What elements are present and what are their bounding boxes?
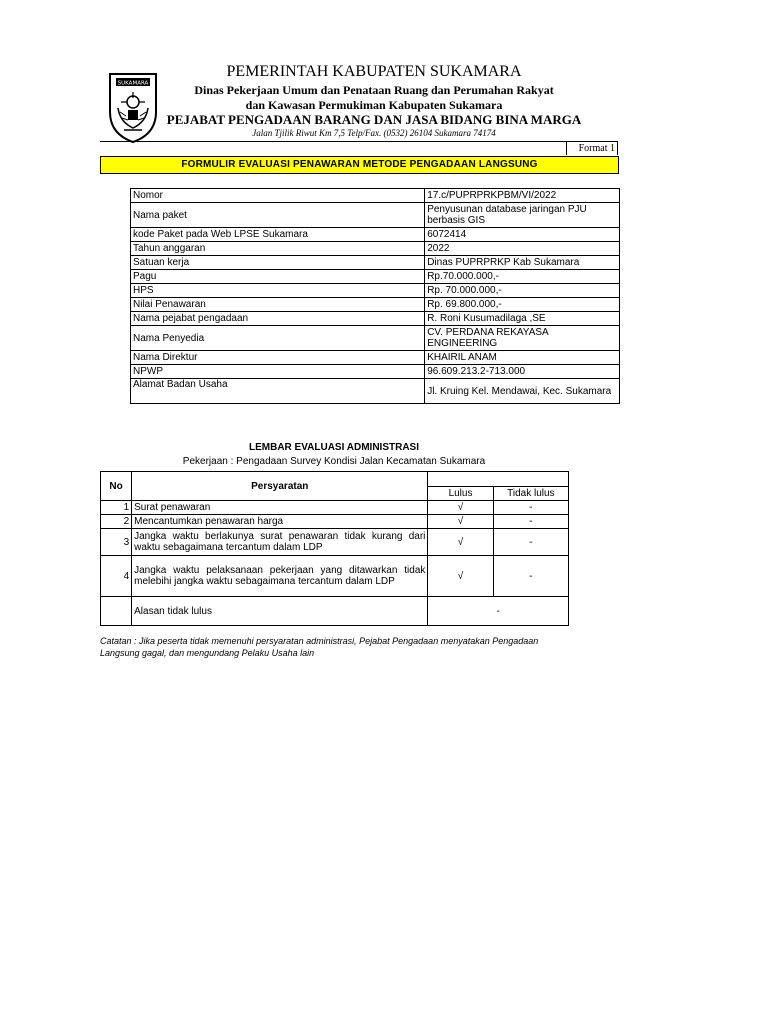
form-title: FORMULIR EVALUASI PENAWARAN METODE PENGADAAN LANGSUNG — [100, 156, 619, 174]
table-row — [101, 556, 569, 597]
row-fail-mark: - — [493, 515, 568, 529]
info-value: 6072414 — [425, 228, 620, 242]
header-row — [101, 472, 569, 487]
info-label: Alamat Badan Usaha — [131, 379, 425, 404]
info-row — [131, 326, 620, 351]
info-value: Rp.70.000.000,- — [425, 270, 620, 284]
letterhead-divider — [100, 141, 566, 142]
info-value: Jl. Kruing Kel. Mendawai, Kec. Sukamara — [425, 379, 620, 404]
row-requirement: Mencantumkan penawaran harga — [132, 515, 428, 529]
office-address: Jalan Tjilik Riwut Km 7,5 Telp/Fax. (0532) 26104 Sukamara 74174 — [252, 128, 496, 138]
info-label: NPWP — [131, 365, 425, 379]
info-row — [131, 298, 620, 312]
info-row — [131, 312, 620, 326]
info-label: Nomor — [131, 189, 425, 203]
package-info-table — [130, 188, 620, 404]
reason-row — [101, 597, 569, 626]
row-number: 3 — [101, 529, 132, 556]
row-number: 4 — [101, 556, 132, 597]
info-value: 96.609.213.2-713.000 — [425, 365, 620, 379]
administrative-evaluation-table — [100, 471, 569, 626]
table-row — [101, 529, 569, 556]
info-row — [131, 242, 620, 256]
info-label: Nama Penyedia — [131, 326, 425, 351]
info-row — [131, 228, 620, 242]
info-label: Nama paket — [131, 203, 425, 228]
row-pass-mark: √ — [428, 529, 493, 556]
regency-emblem-logo — [106, 72, 160, 144]
table-row — [101, 501, 569, 515]
reason-empty-cell — [101, 597, 132, 626]
header-requirement: Persyaratan — [132, 472, 428, 501]
info-row — [131, 189, 620, 203]
row-pass-mark: √ — [428, 556, 493, 597]
evaluation-subtitle — [100, 456, 568, 467]
info-value: R. Roni Kusumadilaga ,SE — [425, 312, 620, 326]
row-requirement: Surat penawaran — [132, 501, 428, 515]
info-label: Tahun anggaran — [131, 242, 425, 256]
info-value: 17.c/PUPRPRKPBM/VI/2022 — [425, 189, 620, 203]
reason-label: Alasan tidak lulus — [132, 597, 428, 626]
row-requirement: Jangka waktu pelaksanaan pekerjaan yang ditawarkan tidak melebihi jangka waktu sebagaimana tercantum dalam LDP — [132, 556, 428, 597]
info-value: Rp. 69.800.000,- — [425, 298, 620, 312]
logo-banner-text: SUKAMARA — [117, 80, 149, 87]
government-name: PEMERINTAH KABUPATEN SUKAMARA — [226, 63, 522, 80]
format-label: Format 1 — [566, 141, 618, 155]
info-label: Nama Direktur — [131, 351, 425, 365]
agency-line-2: dan Kawasan Permukiman Kabupaten Sukamara — [245, 98, 503, 112]
info-value: KHAIRIL ANAM — [425, 351, 620, 365]
info-label: Pagu — [131, 270, 425, 284]
info-row — [131, 203, 620, 228]
header-pass: Lulus — [428, 486, 493, 501]
info-label: Satuan kerja — [131, 256, 425, 270]
row-fail-mark: - — [493, 529, 568, 556]
info-value: Rp. 70.000.000,- — [425, 284, 620, 298]
row-pass-mark: √ — [428, 515, 493, 529]
header-result-group — [428, 472, 569, 487]
row-requirement: Jangka waktu berlakunya surat penawaran tidak kurang dari waktu sebagaimana tercantum dalam LDP — [132, 529, 428, 556]
procurement-office: PEJABAT PENGADAAN BARANG DAN JASA BIDANG BINA MARGA — [166, 112, 582, 127]
info-row — [131, 256, 620, 270]
info-row — [131, 270, 620, 284]
row-number: 2 — [101, 515, 132, 529]
info-value: 2022 — [425, 242, 620, 256]
info-row — [131, 379, 620, 404]
evaluation-title: LEMBAR EVALUASI ADMINISTRASI — [249, 442, 419, 453]
info-label: kode Paket pada Web LPSE Sukamara — [131, 228, 425, 242]
agency-line-1: Dinas Pekerjaan Umum dan Penataan Ruang dan Perumahan Rakyat — [194, 83, 554, 97]
info-label: Nama pejabat pengadaan — [131, 312, 425, 326]
info-value: CV. PERDANA REKAYASA ENGINEERING — [425, 326, 620, 351]
table-row — [101, 515, 569, 529]
info-value: Dinas PUPRPRKP Kab Sukamara — [425, 256, 620, 270]
info-label: Nilai Penawaran — [131, 298, 425, 312]
row-pass-mark: √ — [428, 501, 493, 515]
info-row — [131, 284, 620, 298]
reason-value: - — [428, 597, 569, 626]
header-no: No — [101, 472, 132, 501]
subtitle-prefix: Pekerjaan : — [182, 456, 237, 467]
info-row — [131, 365, 620, 379]
info-value: Penyusunan database jaringan PJU berbasis GIS — [425, 203, 620, 228]
row-number: 1 — [101, 501, 132, 515]
header-fail: Tidak lulus — [493, 486, 568, 501]
info-label: HPS — [131, 284, 425, 298]
row-fail-mark: - — [493, 556, 568, 597]
info-row — [131, 351, 620, 365]
work-name: Pengadaan Survey Kondisi Jalan Kecamatan Sukamara — [236, 456, 486, 467]
footnote: Catatan : Jika peserta tidak memenuhi persyaratan administrasi, Pejabat Pengadaan menyatakan Pengadaan Langsung gagal, dan mengundang Pelaku Usaha lain — [100, 636, 539, 658]
row-fail-mark: - — [493, 501, 568, 515]
